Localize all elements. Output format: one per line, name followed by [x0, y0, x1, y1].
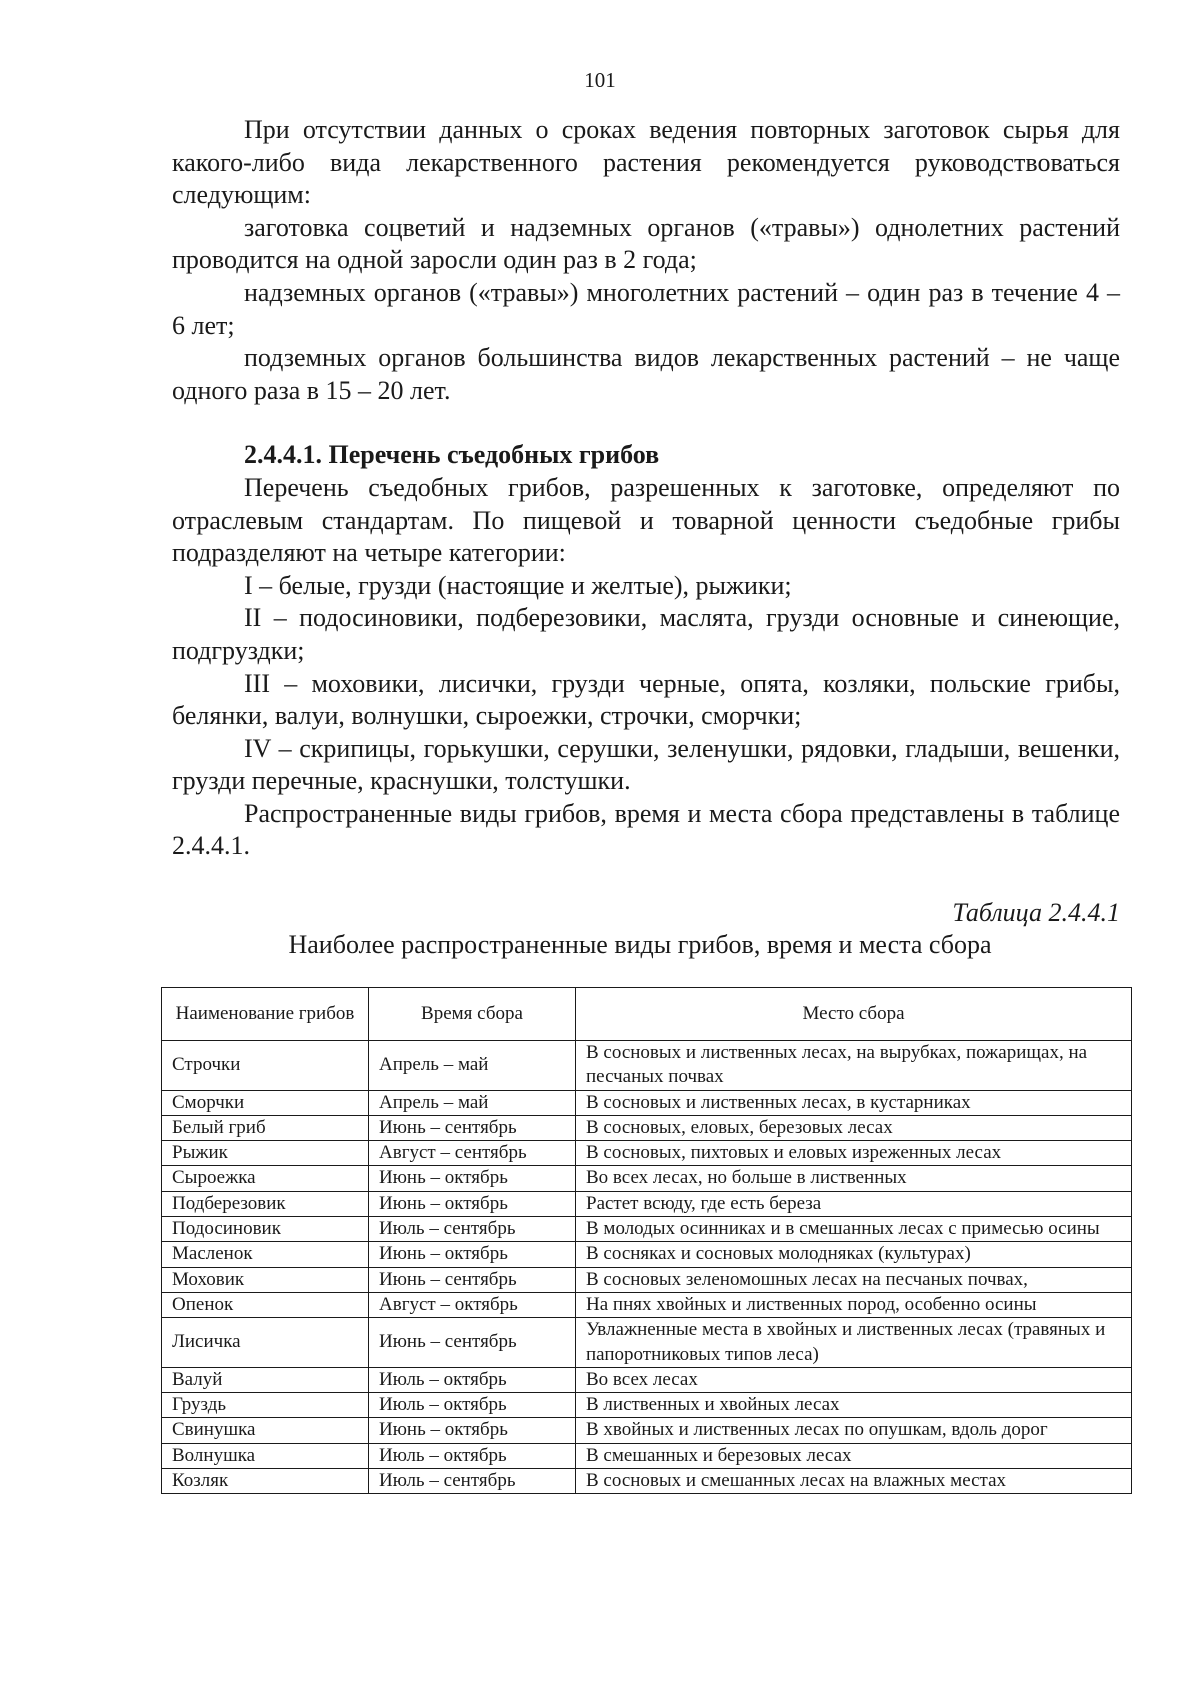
table-row — [162, 1166, 1132, 1191]
cell-place: В сосновых, еловых, березовых лесах — [576, 1115, 1132, 1140]
intro-paragraph: заготовка соцветий и надземных органов («травы») однолетних растений проводится на одной заросли один раз в 2 года; — [172, 212, 1120, 275]
header-place: Место сбора — [576, 988, 1132, 1041]
cell-place: В сосновых зеленомошных лесах на песчаных почвах, — [576, 1267, 1132, 1292]
cell-name: Сыроежка — [162, 1166, 369, 1191]
intro-paragraph: При отсутствии данных о сроках ведения повторных заготовок сырья для какого-либо вида лекарственного растения рекомендуется руководствоваться следующим: — [172, 115, 1120, 210]
cell-time: Июнь – октябрь — [369, 1191, 576, 1216]
cell-time: Июль – октябрь — [369, 1393, 576, 1418]
cell-place: Во всех лесах, но больше в лиственных — [576, 1166, 1132, 1191]
table-title: Наиболее распространенные виды грибов, время и места сбора — [288, 930, 992, 959]
table-header-row — [162, 988, 1132, 1041]
cell-place: В сосновых и смешанных лесах на влажных местах — [576, 1469, 1132, 1494]
cell-name: Волнушка — [162, 1443, 369, 1468]
table-row — [162, 1090, 1132, 1115]
cell-time: Июль – сентябрь — [369, 1217, 576, 1242]
category-paragraph: I – белые, грузди (настоящие и желтые), рыжики; — [244, 570, 792, 600]
table-row — [162, 1469, 1132, 1494]
cell-time: Апрель – май — [369, 1041, 576, 1091]
cell-name: Свинушка — [162, 1418, 369, 1443]
cell-name: Козляк — [162, 1469, 369, 1494]
table-row — [162, 1267, 1132, 1292]
cell-time: Июнь – сентябрь — [369, 1267, 576, 1292]
cell-place: В смешанных и березовых лесах — [576, 1443, 1132, 1468]
cell-name: Масленок — [162, 1242, 369, 1267]
cell-place: В молодых осинниках и в смешанных лесах с примесью осины — [576, 1217, 1132, 1242]
cell-place: В хвойных и лиственных лесах по опушкам, вдоль дорог — [576, 1418, 1132, 1443]
body-text — [172, 114, 1120, 863]
category-paragraph: IV – скрипицы, горькушки, серушки, зеленушки, рядовки, гладыши, вешенки, грузди перечные, краснушки, толстушки. — [172, 733, 1120, 796]
cell-name: Моховик — [162, 1267, 369, 1292]
table-row — [162, 1041, 1132, 1091]
cell-name: Валуй — [162, 1367, 369, 1392]
cell-place: В сосняках и сосновых молодняках (культурах) — [576, 1242, 1132, 1267]
table-row — [162, 1217, 1132, 1242]
cell-place: В лиственных и хвойных лесах — [576, 1393, 1132, 1418]
cell-name: Рыжик — [162, 1141, 369, 1166]
cell-name: Опенок — [162, 1292, 369, 1317]
table-row — [162, 1443, 1132, 1468]
cell-place: В сосновых и лиственных лесах, в кустарниках — [576, 1090, 1132, 1115]
cell-time: Июнь – сентябрь — [369, 1115, 576, 1140]
table-row — [162, 1141, 1132, 1166]
table-row — [162, 1191, 1132, 1216]
table-row — [162, 1418, 1132, 1443]
cell-time: Июнь – октябрь — [369, 1418, 576, 1443]
table-row — [162, 1318, 1132, 1368]
cell-time: Август – сентябрь — [369, 1141, 576, 1166]
table-row — [162, 1242, 1132, 1267]
table-row — [162, 1367, 1132, 1392]
header-name: Наименование грибов — [162, 988, 369, 1041]
table-row — [162, 1393, 1132, 1418]
mushroom-table — [161, 987, 1132, 1494]
cell-place: В сосновых, пихтовых и еловых изреженных лесах — [576, 1141, 1132, 1166]
table-body — [162, 1041, 1132, 1494]
cell-place: На пнях хвойных и лиственных пород, особенно осины — [576, 1292, 1132, 1317]
cell-time: Июль – октябрь — [369, 1443, 576, 1468]
cell-time: Апрель – май — [369, 1090, 576, 1115]
category-paragraph: III – моховики, лисички, грузди черные, опята, козляки, польские грибы, белянки, валуи, волнушки, сыроежки, строчки, сморчки; — [172, 668, 1120, 731]
section-paragraph: Перечень съедобных грибов, разрешенных к заготовке, определяют по отраслевым стандартам. По пищевой и товарной ценности съедобные грибы подразделяют на четыре категории: — [172, 472, 1120, 568]
cell-time: Июль – сентябрь — [369, 1469, 576, 1494]
cell-name: Подосиновик — [162, 1217, 369, 1242]
table-caption: Таблица 2.4.4.1 — [952, 898, 1120, 927]
intro-paragraph: надземных органов («травы») многолетних растений – один раз в течение 4 – 6 лет; — [172, 277, 1120, 340]
table-row — [162, 1292, 1132, 1317]
category-paragraph: II – подосиновики, подберезовики, маслята, грузди основные и синеющие, подгруздки; — [172, 603, 1120, 665]
cell-place: В сосновых и лиственных лесах, на вырубках, пожарищах, на песчаных почвах — [576, 1041, 1132, 1091]
cell-place: Растет всюду, где есть береза — [576, 1191, 1132, 1216]
cell-name: Подберезовик — [162, 1191, 369, 1216]
page-number: 101 — [584, 68, 616, 92]
cell-place: Во всех лесах — [576, 1367, 1132, 1392]
table-row — [162, 1115, 1132, 1140]
header-time: Время сбора — [369, 988, 576, 1041]
cell-name: Белый гриб — [162, 1115, 369, 1140]
cell-name: Лисичка — [162, 1318, 369, 1368]
intro-paragraph: подземных органов большинства видов лекарственных растений – не чаще одного раза в 15 – 20 лет. — [172, 343, 1120, 405]
cell-time: Июнь – октябрь — [369, 1242, 576, 1267]
section-paragraph: Распространенные виды грибов, время и места сбора представлены в таблице 2.4.4.1. — [172, 798, 1120, 861]
cell-name: Сморчки — [162, 1090, 369, 1115]
cell-time: Июль – октябрь — [369, 1367, 576, 1392]
cell-time: Август – октябрь — [369, 1292, 576, 1317]
cell-time: Июнь – октябрь — [369, 1166, 576, 1191]
section-heading: 2.4.4.1. Перечень съедобных грибов — [244, 440, 660, 470]
cell-time: Июнь – сентябрь — [369, 1318, 576, 1368]
cell-name: Груздь — [162, 1393, 369, 1418]
cell-place: Увлажненные места в хвойных и лиственных лесах (травяных и папоротниковых типов леса) — [576, 1318, 1132, 1368]
cell-name: Строчки — [162, 1041, 369, 1091]
